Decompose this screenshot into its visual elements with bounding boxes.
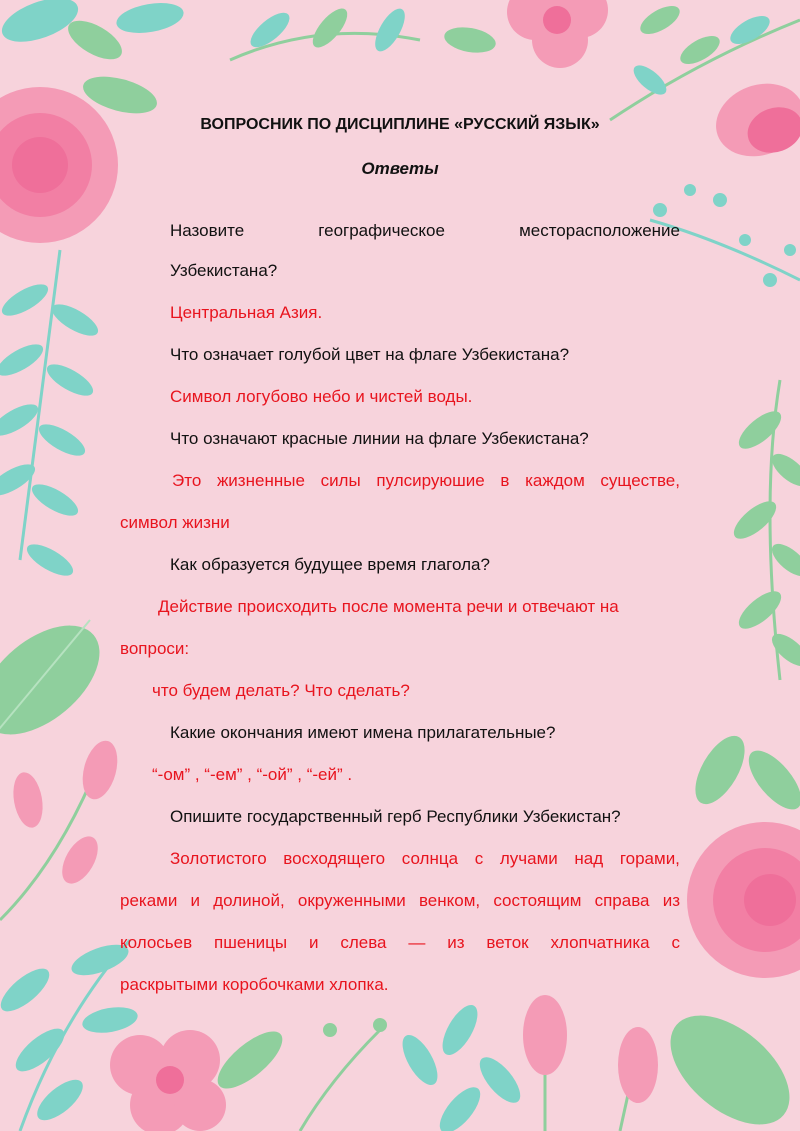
answer-6-word: и <box>308 933 319 952</box>
big-leaf-left <box>0 604 119 755</box>
answer-6-word: справа <box>594 891 650 910</box>
answer-6-word: из <box>447 933 465 952</box>
leaf-branch-bottom-left <box>0 938 140 1131</box>
question-3: Что означают красные линии на флаге Узбекистана? <box>170 429 589 448</box>
rose-top-left <box>0 87 118 243</box>
answer-6-word: над <box>574 849 604 868</box>
answer-6-word: с <box>474 849 484 868</box>
answer-3-word: существе, <box>600 471 680 490</box>
leaf-branch-top <box>230 3 498 60</box>
answer-6-word: с <box>671 933 680 952</box>
leaf-branch-right <box>728 380 800 680</box>
document-title: ВОПРОСНИК ПО ДИСЦИПЛИНЕ «РУССКИЙ ЯЗЫК» <box>200 116 600 133</box>
flower-bottom-left <box>110 1030 226 1131</box>
answer-6-word: солнца <box>401 849 459 868</box>
answer-6-line-2 <box>120 880 680 922</box>
berry-branch-bottom-left <box>0 737 123 920</box>
rose-bottom-right <box>687 822 800 978</box>
answer-6-word: окруженными <box>297 891 406 910</box>
answer-6-word: реками <box>120 891 178 910</box>
question-2: Что означает голубой цвет на флаге Узбекистана? <box>170 345 570 364</box>
answer-6-word: пшеницы <box>213 933 288 952</box>
answer-6-word: и <box>190 891 201 910</box>
answer-6-word: лучами <box>499 849 558 868</box>
answer-6-word: из <box>662 891 680 910</box>
document-subtitle: Ответы <box>361 159 439 178</box>
answer-3-word: в <box>500 471 510 490</box>
question-4: Как образуется будущее время глагола? <box>170 555 490 574</box>
answer-3-word: каждом <box>525 471 585 490</box>
answer-6-word: колосьев <box>120 933 193 952</box>
answer-1: Центральная Азия. <box>170 303 323 322</box>
answer-6-line-4: раскрытыми коробочками хлопка. <box>120 975 389 994</box>
question-1-line-1 <box>120 210 680 252</box>
question-5: Какие окончания имеют имена прилагательные? <box>170 723 556 742</box>
tulips-bottom-right <box>523 994 800 1131</box>
flower-top-center-right <box>507 0 608 68</box>
answer-5: “-ом” , “-ем” , “-ой” , “-ей” . <box>152 765 353 784</box>
fern-left <box>0 250 103 582</box>
answer-6-word: долиной, <box>213 891 285 910</box>
question-1-word: географическое <box>318 221 445 240</box>
answer-4-line-1: Действие происходить после момента речи и отвечают на <box>158 597 619 616</box>
answer-3-word: жизненные <box>216 471 305 490</box>
answer-6-word: — <box>408 933 426 952</box>
answer-6-word: слева <box>340 933 387 952</box>
answer-3-line-1 <box>120 460 680 502</box>
answer-6-word: хлопчатника <box>550 933 650 952</box>
tulip-top-right <box>706 72 800 169</box>
question-6: Опишите государственный герб Республики Узбекистан? <box>170 807 621 826</box>
answer-3-word: пулсируюшие <box>376 471 485 490</box>
answer-3-line-2: символ жизни <box>120 513 230 532</box>
question-1-word: Назовите <box>170 221 245 240</box>
answer-6-word: восходящего <box>283 849 386 868</box>
question-1-word: месторасположение <box>519 221 680 240</box>
answer-4-line-2: вопроси: <box>120 639 190 658</box>
answer-3-word: Это <box>172 471 202 490</box>
answer-6-word: состоящим <box>493 891 582 910</box>
answer-4-line-3: что будем делать? Что сделать? <box>152 681 410 700</box>
answer-6-word: Золотистого <box>170 849 267 868</box>
answer-2: Символ логубово небо и чистей воды. <box>170 387 473 406</box>
question-1-line-2: Узбекистана? <box>170 261 278 280</box>
answer-6-line-1 <box>120 838 680 880</box>
leaves-bottom-center <box>209 1000 527 1131</box>
answer-6-word: горами, <box>619 849 680 868</box>
answer-6-word: венком, <box>418 891 481 910</box>
answer-3-word: силы <box>320 471 361 490</box>
answer-6-word: веток <box>486 933 529 952</box>
answer-6-line-3 <box>120 922 680 964</box>
